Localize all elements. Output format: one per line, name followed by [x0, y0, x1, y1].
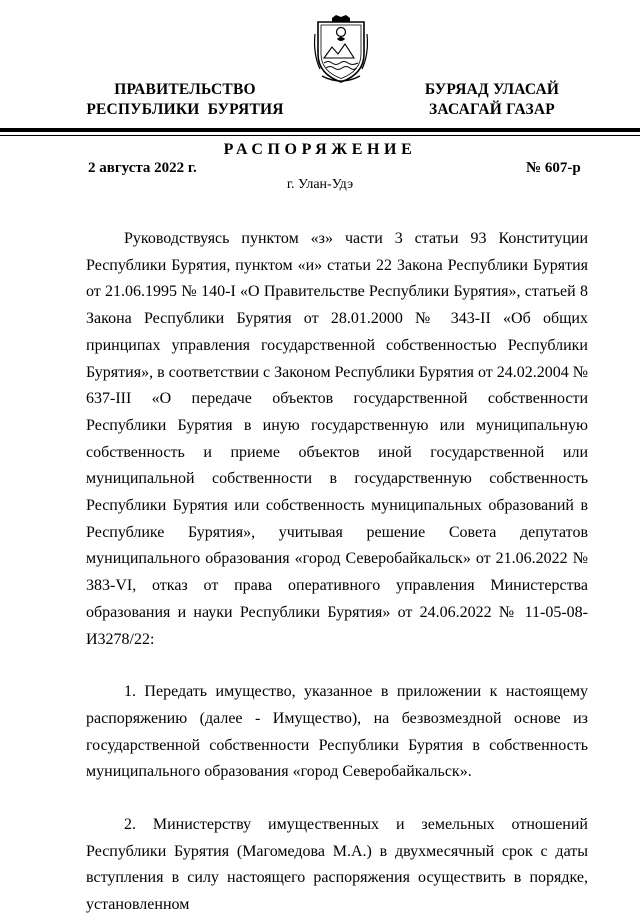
document-type: РАСПОРЯЖЕНИЕ — [223, 141, 417, 158]
header-right-line1: БУРЯАД УЛАСАЙ — [424, 81, 560, 98]
item-1-paragraph: 1. Передать имущество, указанное в приложении к настоящему распоряжению (далее - Имущество), на безвозмездной основе из государственной собственности Республики Бурятия в собственность муниципального образования «город Северобайкальск». — [86, 683, 588, 781]
document-number: № 607-р — [526, 160, 581, 176]
preamble-paragraph: Руководствуясь пунктом «з» части 3 статьи 93 Конституции Республики Бурятия, пунктом «и» статьи 22 Закона Республики Бурятия от 21.06.1995 № 140-I «О Правительстве Республики Бурятия», статьей 8 Закона Республики Бурятия от 28.01.2000 № 343-II «Об общих принципах управления государственной собственностью Республики Бурятия», в соответствии с Законом Республики Бурятия от 24.02.2004 № 637-III «О передаче объектов государственной собственности Республики Бурятия в иную государственную или муниципальную собственность и приеме объектов иной государственной или муниципальной собственности в государственную собственность Республики Бурятия или собственность муниципальных образований в Республике Бурятия», учитывая решение Совета депутатов муниципального образования «город Северобайкальск» от 21.06.2022 № 383-VI, отказ от права оперативного управления Министерства образования и науки Республики Бурятия» от 24.06.2022 № 11-05-08-И3278/22: — [86, 230, 588, 648]
header-left-line1: ПРАВИТЕЛЬСТВО — [114, 81, 256, 98]
header-divider-thick — [0, 128, 640, 132]
document-body — [86, 226, 588, 919]
header-right-line2: ЗАСАГАЙ ГАЗАР — [429, 101, 555, 118]
document-date: 2 августа 2022 г. — [88, 160, 197, 176]
coat-of-arms-icon — [312, 14, 370, 84]
item-2-paragraph: 2. Министерству имущественных и земельных отношений Республики Бурятия (Магомедова М.А.) в двухмесячный срок с даты вступления в силу настоящего распоряжения осуществить в порядке, установленном — [86, 816, 588, 914]
government-name-russian — [80, 80, 290, 120]
header-left-line2: РЕСПУБЛИКИ БУРЯТИЯ — [86, 101, 284, 118]
government-name-buryat — [392, 80, 592, 120]
document-city: г. Улан-Удэ — [286, 177, 354, 192]
header-divider-thin — [0, 135, 640, 136]
